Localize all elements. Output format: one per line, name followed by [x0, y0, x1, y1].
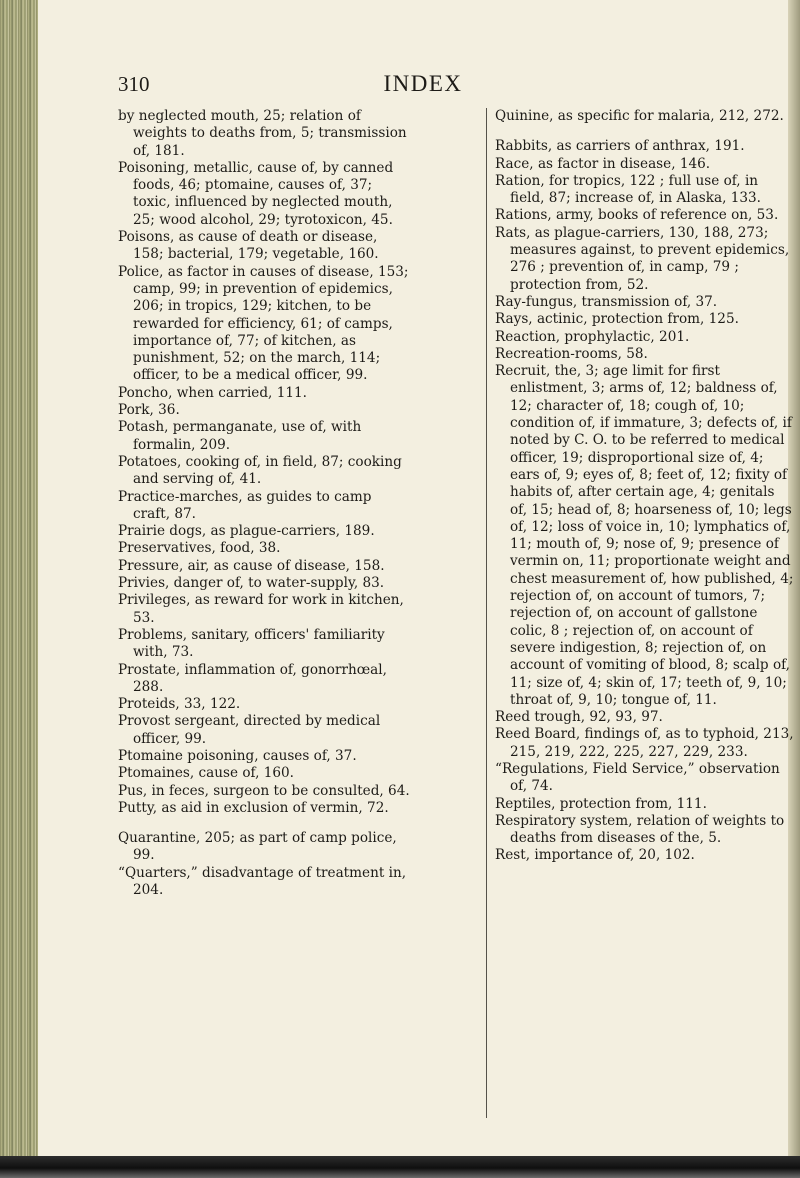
- index-entry: Rabbits, as carriers of anthrax, 191.: [495, 138, 745, 155]
- index-columns: [118, 108, 794, 1118]
- index-entry: Pork, 36.: [118, 402, 180, 419]
- index-entry: Rats, as plague-carriers, 130, 188, 273; measures against, to prevent epidemics, 276 ; prevention of, in camp, 79 ; protection from, 52.: [495, 224, 790, 293]
- index-entry: Ptomaines, cause of, 160.: [118, 765, 295, 782]
- page-header: [118, 70, 728, 98]
- index-entry: Quarantine, 205; as part of camp police, 99.: [118, 830, 397, 864]
- index-entry: Practice-marches, as guides to camp craft, 87.: [118, 488, 372, 522]
- index-entry: Preservatives, food, 38.: [118, 540, 281, 557]
- index-entry: Respiratory system, relation of weights to deaths from diseases of the, 5.: [495, 812, 785, 847]
- index-entry: Potash, permanganate, use of, with formalin, 209.: [118, 419, 362, 453]
- index-entry: Poisoning, metallic, cause of, by canned foods, 46; ptomaine, causes of, 37; toxic, influenced by neglected mouth, 25; wood alcohol, 29; tyrotoxicon, 45.: [118, 159, 394, 228]
- index-entry: Rest, importance of, 20, 102.: [495, 847, 695, 864]
- index-entry: Ptomaine poisoning, causes of, 37.: [118, 747, 357, 764]
- index-entry: Privies, danger of, to water-supply, 83.: [118, 575, 385, 592]
- index-entry: Prairie dogs, as plague-carriers, 189.: [118, 523, 375, 540]
- index-entry: Ration, for tropics, 122 ; full use of, in field, 87; increase of, in Alaska, 133.: [495, 172, 761, 207]
- index-entry: Pus, in feces, surgeon to be consulted, 64.: [118, 782, 410, 799]
- column-divider: [486, 108, 487, 1118]
- index-entry: Poncho, when carried, 111.: [118, 384, 307, 401]
- index-entry: Recreation-rooms, 58.: [495, 345, 648, 362]
- index-entry: Reed Board, findings of, as to typhoid, 213, 215, 219, 222, 225, 227, 229, 233.: [495, 726, 794, 760]
- index-entry: Ray-fungus, transmission of, 37.: [495, 293, 718, 310]
- page-number: 310: [118, 72, 150, 96]
- running-head: INDEX: [383, 71, 463, 96]
- right-column: [495, 108, 795, 865]
- index-entry: Proteids, 33, 122.: [118, 696, 241, 713]
- index-entry: Quinine, as specific for malaria, 212, 272.: [495, 108, 784, 124]
- page-bottom-edge: [0, 1156, 800, 1178]
- index-entry: Poisons, as cause of death or disease, 158; bacterial, 179; vegetable, 160.: [118, 229, 379, 263]
- index-entry: Problems, sanitary, officers' familiarity with, 73.: [118, 626, 385, 661]
- index-entry: Reaction, prophylactic, 201.: [495, 328, 690, 345]
- book-page: [38, 0, 794, 1156]
- index-entry: Prostate, inflammation of, gonorrhœal, 288.: [118, 661, 387, 695]
- index-entry: by neglected mouth, 25; relation of weights to deaths from, 5; transmission of, 181.: [118, 108, 407, 159]
- book-binding-edge: [0, 0, 38, 1178]
- index-entry: Race, as factor in disease, 146.: [495, 155, 711, 172]
- index-entry: Putty, as aid in exclusion of vermin, 72.: [118, 799, 389, 816]
- index-entry: Reed trough, 92, 93, 97.: [495, 709, 663, 726]
- index-entry: Provost sergeant, directed by medical officer, 99.: [118, 713, 381, 747]
- index-entry: “Quarters,” disadvantage of treatment in, 204.: [118, 864, 407, 899]
- index-entry: Rations, army, books of reference on, 53.: [495, 207, 779, 224]
- letter-gap: [495, 125, 795, 138]
- index-entry: Rays, actinic, protection from, 125.: [495, 311, 739, 328]
- index-entry: “Regulations, Field Service,” observation of, 74.: [495, 760, 780, 795]
- index-entry: Potatoes, cooking of, in field, 87; cooking and serving of, 41.: [118, 453, 402, 488]
- index-entry: Reptiles, protection from, 111.: [495, 795, 707, 812]
- index-entry: Pressure, air, as cause of disease, 158.: [118, 557, 385, 574]
- left-column: [118, 108, 410, 899]
- letter-gap: [118, 817, 410, 830]
- index-entry: Privileges, as reward for work in kitchen, 53.: [118, 592, 404, 626]
- index-entry: Recruit, the, 3; age limit for first enlistment, 3; arms of, 12; baldness of, 12; character of, 18; cough of, 10; condition of, if immature, 3; defects of, if noted by C. O. to be referred to medical officer, 19; disproportional size of, 4; ears of, 9; eyes of, 8; feet of, 12; fixity of habits of, after certain age, 4; genitals of, 15; head of, 8; hoarseness of, 10; legs of, 12; loss of voice in, 10; lymphatics of, 11; mouth of, 9; nose of, 9; presence of vermin on, 11; proportionate weight and chest measurement of, how published, 4; rejection of, on account of tumors, 7; rejection of, on account of gallstone colic, 8 ; rejection of, on account of severe indigestion, 8; rejection of, on account of vomiting of blood, 8; scalp of, 11; size of, 4; skin of, 17; teeth of, 9, 10; throat of, 9, 10; tongue of, 11.: [495, 363, 794, 708]
- index-entry: Police, as factor in causes of disease, 153; camp, 99; in prevention of epidemics, 206; in tropics, 129; kitchen, to be rewarded for efficiency, 61; of camps, importance of, 77; of kitchen, as punishment, 52; on the march, 114; officer, to be a medical officer, 99.: [118, 263, 409, 384]
